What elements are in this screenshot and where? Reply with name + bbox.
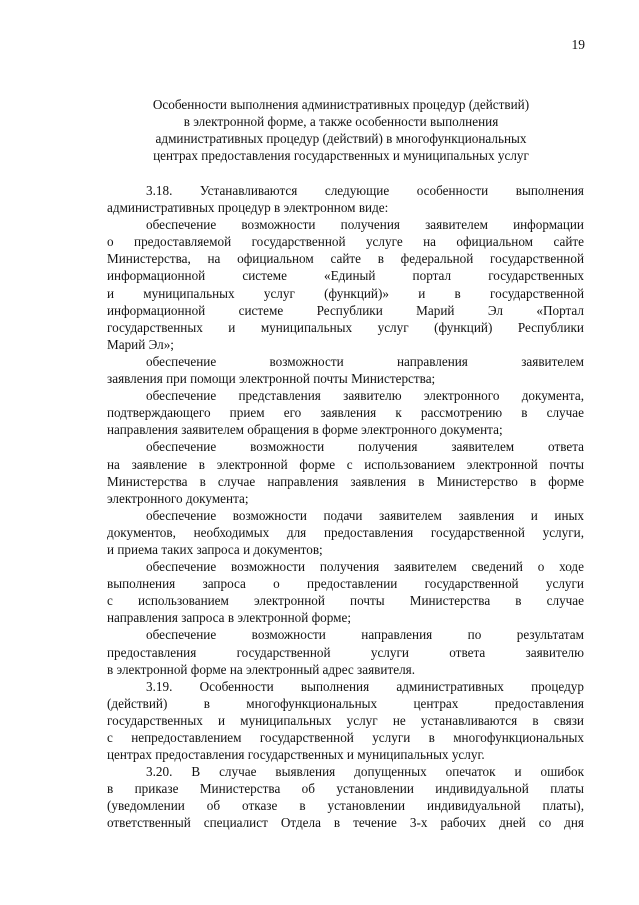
text-line: 3.18. Устанавливаются следующие особенности выполнения xyxy=(146,183,584,198)
text-line: Министерства в случае направления заявления в Министерство в форме xyxy=(107,473,584,489)
text-line: электронного документа; xyxy=(107,490,249,506)
text-line: направления заявителем обращения в форме электронного документа; xyxy=(107,422,503,438)
paragraph-email-submission xyxy=(107,353,584,387)
paragraph-documents xyxy=(107,507,584,558)
text-line: Министерства, на официальном сайте в федеральной государственной xyxy=(107,251,584,267)
text-line: информационной системе «Единый портал государственных xyxy=(107,268,584,284)
text-line: (уведомлении об отказе в установлении индивидуальной платы), xyxy=(107,798,584,814)
text-line: и муниципальных услуг (функций)» и в государственной xyxy=(107,285,584,301)
text-line: (действий) в многофункциональных центрах предоставления xyxy=(107,695,584,711)
text-line: центрах предоставления государственных и муниципальных услуг. xyxy=(107,747,485,763)
section-title-line: Особенности выполнения административных процедур (действий) xyxy=(152,97,530,112)
body-text xyxy=(107,182,584,832)
text-line: административных процедур в электронном виде: xyxy=(107,200,389,216)
text-line: в приказе Министерства об установлении индивидуальной платы xyxy=(107,781,584,797)
text-line: государственных и муниципальных услуг не устанавливаются в связи xyxy=(107,712,584,728)
section-title xyxy=(100,96,582,164)
text-line: Марий Эл»; xyxy=(107,336,174,352)
text-line: обеспечение представления заявителю электронного документа, xyxy=(146,388,584,404)
paragraph-3-20 xyxy=(107,763,584,831)
text-line: обеспечение возможности направления заявителем xyxy=(146,353,584,369)
text-line: документов, необходимых для предоставления государственной услуги, xyxy=(107,524,584,540)
text-line: о предоставляемой государственной услуге на официальном сайте xyxy=(107,234,584,250)
text-line: обеспечение возможности направления по результатам xyxy=(146,627,584,643)
text-line: подтверждающего прием его заявления к рассмотрению в случае xyxy=(107,405,584,421)
section-title-line: административных процедур (действий) в многофункциональных xyxy=(155,131,527,146)
text-line: направления запроса в электронной форме; xyxy=(107,610,352,626)
text-line: обеспечение возможности получения заявителем информации xyxy=(146,217,584,233)
text-line: ответственный специалист Отдела в течение 3-х рабочих дней со дня xyxy=(107,815,584,831)
text-line: обеспечение возможности подачи заявителем заявления и иных xyxy=(146,507,584,523)
text-line: с непредоставлением государственной услуги в многофункциональных xyxy=(107,730,584,745)
paragraph-status xyxy=(107,558,584,626)
text-line: 3.20. В случае выявления допущенных опечаток и ошибок xyxy=(146,764,584,780)
text-line: информационной системе Республики Марий Эл «Портал xyxy=(107,302,584,318)
paragraph-info-access xyxy=(107,216,584,353)
text-line: на заявление в электронной форме с использованием электронной почты xyxy=(107,456,584,472)
paragraph-confirmation xyxy=(107,387,584,438)
text-line: выполнения запроса о предоставлении государственной услуги xyxy=(107,576,584,592)
section-title-line: центрах предоставления государственных и муниципальных услуг xyxy=(153,148,529,163)
text-line: 3.19. Особенности выполнения административных процедур xyxy=(146,678,584,694)
text-line: обеспечение возможности получения заявителем сведений о ходе xyxy=(146,559,584,575)
paragraph-response xyxy=(107,438,584,506)
text-line: и приема таких запроса и документов; xyxy=(107,541,323,557)
text-line: с использованием электронной почты Министерства в случае xyxy=(107,593,584,609)
text-line: в электронной форме на электронный адрес заявителя. xyxy=(107,661,416,677)
text-line: обеспечение возможности получения заявителем ответа xyxy=(146,439,584,455)
section-title-line: в электронной форме, а также особенности выполнения xyxy=(183,114,499,129)
page-number: 19 xyxy=(571,37,585,52)
text-line: предоставления государственной услуги ответа заявителю xyxy=(107,644,584,660)
text-line: заявления при помощи электронной почты Министерства; xyxy=(107,371,436,387)
text-line: государственных и муниципальных услуг (функций) Республики xyxy=(107,319,584,335)
paragraph-3-19 xyxy=(107,678,584,763)
paragraph-result xyxy=(107,626,584,677)
paragraph-3-18 xyxy=(107,182,584,216)
